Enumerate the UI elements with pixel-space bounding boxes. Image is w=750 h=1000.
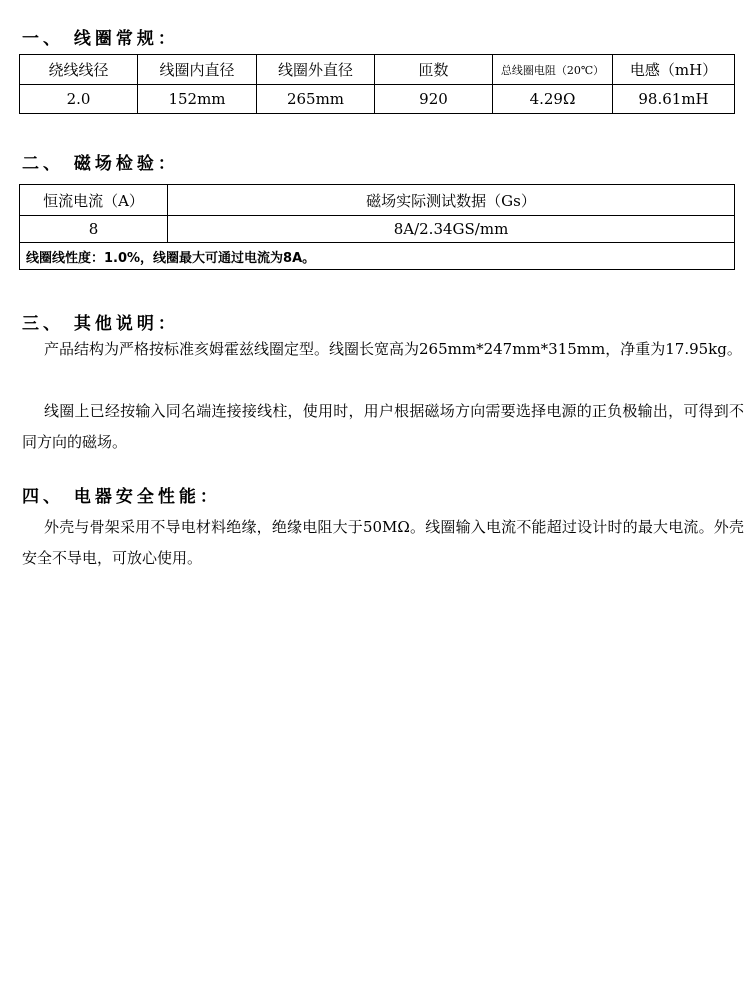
header-inductance: 电感（mH）	[613, 55, 735, 85]
value-outer-diameter: 265mm	[257, 85, 375, 114]
value-field-test-data: 8A/2.34GS/mm	[168, 216, 735, 243]
section-heading-coil-general: 一、 线圈常规：	[22, 29, 179, 49]
value-constant-current: 8	[20, 216, 168, 243]
paragraph-structure: 产品结构为严格按标准亥姆霍兹线圈定型。线圈长宽高为265mm*247mm*315mm，净重为17.95kg。	[44, 340, 742, 358]
table-header-row	[20, 185, 735, 216]
value-inductance: 98.61mH	[613, 85, 735, 114]
section-heading-magnetic-test: 二、 磁场检验：	[22, 154, 179, 174]
header-total-resistance: 总线圈电阻（20℃）	[493, 55, 613, 85]
paragraph-insulation: 外壳与骨架采用不导电材料绝缘，绝缘电阻大于50MΩ。线圈输入电流不能超过设计时的最大电流。外壳安全不导电，可放心使用。	[22, 518, 744, 567]
table-header-row	[20, 55, 735, 85]
value-turns: 920	[375, 85, 493, 114]
linearity-note: 线圈线性度：1.0%，线圈最大可通过电流为8A。	[20, 243, 735, 270]
section-heading-other-notes: 三、 其他说明：	[22, 314, 179, 334]
table-row	[20, 216, 735, 243]
header-inner-diameter: 线圈内直径	[138, 55, 257, 85]
coil-spec-table	[19, 54, 735, 114]
value-wire-diameter: 2.0	[20, 85, 138, 114]
header-field-test-data: 磁场实际测试数据（Gs）	[168, 185, 735, 216]
header-wire-diameter: 绕线线径	[20, 55, 138, 85]
value-total-resistance: 4.29Ω	[493, 85, 613, 114]
value-inner-diameter: 152mm	[138, 85, 257, 114]
table-note-row	[20, 243, 735, 270]
magnetic-test-table	[19, 184, 735, 270]
header-constant-current: 恒流电流（A）	[20, 185, 168, 216]
table-row	[20, 85, 735, 114]
section-heading-electrical-safety: 四、 电器安全性能：	[22, 487, 221, 507]
paragraph-wiring: 线圈上已经按输入同名端连接接线柱，使用时，用户根据磁场方向需要选择电源的正负极输出，可得到不同方向的磁场。	[22, 402, 744, 451]
header-outer-diameter: 线圈外直径	[257, 55, 375, 85]
header-turns: 匝数	[375, 55, 493, 85]
